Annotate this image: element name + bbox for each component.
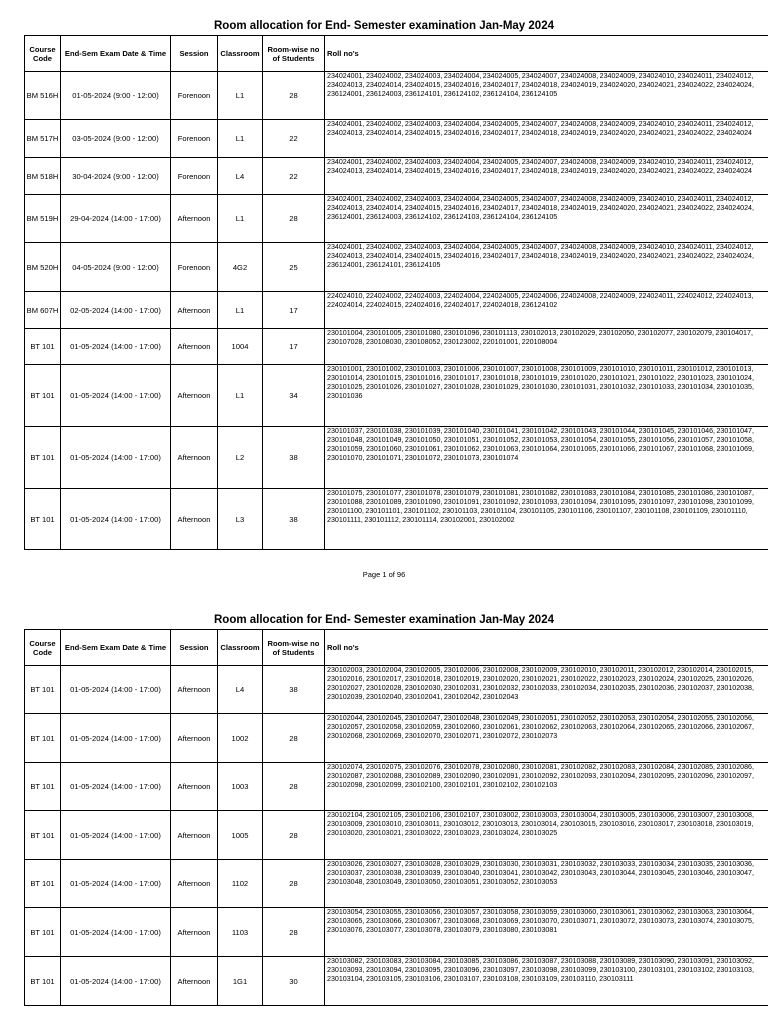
exam-date-cell: 01-05-2024 (14:00 - 17:00) [61, 957, 171, 1006]
exam-date-cell: 01-05-2024 (14:00 - 17:00) [61, 811, 171, 860]
exam-date-cell: 01-05-2024 (14:00 - 17:00) [61, 666, 171, 714]
course-code-cell: BT 101 [25, 714, 61, 763]
classroom-cell: 1003 [218, 763, 263, 811]
header-date-time: End-Sem Exam Date & Time [61, 36, 171, 72]
table-row [25, 908, 768, 957]
table-row [25, 365, 768, 427]
session-cell: Afternoon [171, 427, 218, 489]
classroom-cell: 1005 [218, 811, 263, 860]
student-count-cell: 17 [263, 329, 325, 365]
exam-date-cell: 01-05-2024 (14:00 - 17:00) [61, 908, 171, 957]
table-row [25, 860, 768, 908]
roll-numbers-cell: 230101075, 230101077, 230101078, 230101079, 230101081, 230101082, 230101083, 230101084, 230101085, 230101086, 230101087, 230101088, 230101089, 230101090, 230101091, 230101092, 230101093, 230101094, 230101095, 230101097, 230101098, 230101099, 230101100, 230101101, 230101102, 230101103, 230101104, 230101105, 230101106, 230101107, 230101108, 230101109, 230101110, 230101111, 230101112, 230101114, 230102001, 230102002 [325, 489, 768, 550]
classroom-cell: 1G1 [218, 957, 263, 1006]
allocation-table [24, 35, 768, 550]
page-number: Page 1 of 96 [362, 570, 406, 579]
exam-date-cell: 02-05-2024 (14:00 - 17:00) [61, 292, 171, 329]
classroom-cell: L1 [218, 292, 263, 329]
table-row [25, 957, 768, 1006]
header-rolls: Roll no's [325, 630, 768, 666]
session-cell: Afternoon [171, 811, 218, 860]
course-code-cell: BM 519H [25, 195, 61, 243]
roll-numbers-cell: 230103054, 230103055, 230103056, 230103057, 230103058, 230103059, 230103060, 230103061, 230103062, 230103063, 230103064, 230103065, 230103066, 230103067, 230103068, 230103069, 230103070, 230103071, 230103072, 230103073, 230103074, 230103075, 230103076, 230103077, 230103078, 230103079, 230103080, 230103081 [325, 908, 768, 957]
roll-numbers-cell: 234024001, 234024002, 234024003, 234024004, 234024005, 234024007, 234024008, 234024009, 234024010, 234024011, 234024012, 234024013, 234024014, 234024015, 234024016, 234024017, 234024018, 234024019, 234024020, 234024021, 234024022, 234024024, 236124001, 236124101, 236124105 [325, 243, 768, 292]
table-row [25, 811, 768, 860]
session-cell: Afternoon [171, 763, 218, 811]
course-code-cell: BT 101 [25, 860, 61, 908]
table-row [25, 72, 768, 120]
session-cell: Afternoon [171, 908, 218, 957]
session-cell: Afternoon [171, 714, 218, 763]
student-count-cell: 38 [263, 427, 325, 489]
course-code-cell: BM 518H [25, 158, 61, 195]
exam-date-cell: 01-05-2024 (14:00 - 17:00) [61, 489, 171, 550]
classroom-cell: 1004 [218, 329, 263, 365]
course-code-cell: BM 517H [25, 120, 61, 158]
course-code-cell: BT 101 [25, 489, 61, 550]
session-cell: Forenoon [171, 243, 218, 292]
header-session: Session [171, 630, 218, 666]
table-row [25, 666, 768, 714]
course-code-cell: BM 607H [25, 292, 61, 329]
table-row [25, 763, 768, 811]
classroom-cell: L3 [218, 489, 263, 550]
table-row [25, 292, 768, 329]
session-cell: Afternoon [171, 666, 218, 714]
student-count-cell: 22 [263, 120, 325, 158]
header-session: Session [171, 36, 218, 72]
header-course-code: Course Code [25, 36, 61, 72]
session-cell: Afternoon [171, 365, 218, 427]
classroom-cell: L4 [218, 158, 263, 195]
roll-numbers-cell: 234024001, 234024002, 234024003, 234024004, 234024005, 234024007, 234024008, 234024009, 234024010, 234024011, 234024012, 234024013, 234024014, 234024015, 234024016, 234024017, 234024018, 234024019, 234024020, 234024021, 234024022, 234024024 [325, 158, 768, 195]
exam-date-cell: 01-05-2024 (14:00 - 17:00) [61, 860, 171, 908]
session-cell: Forenoon [171, 158, 218, 195]
roll-numbers-cell: 230103026, 230103027, 230103028, 230103029, 230103030, 230103031, 230103032, 230103033, 230103034, 230103035, 230103036, 230103037, 230103038, 230103039, 230103040, 230103041, 230103042, 230103043, 230103044, 230103045, 230103046, 230103047, 230103048, 230103049, 230103050, 230103051, 230103052, 230103053 [325, 860, 768, 908]
course-code-cell: BT 101 [25, 957, 61, 1006]
roll-numbers-cell: 230102003, 230102004, 230102005, 230102006, 230102008, 230102009, 230102010, 230102011, 230102012, 230102014, 230102015, 230102016, 230102017, 230102018, 230102019, 230102020, 230102021, 230102022, 230102023, 230102024, 230102025, 230102026, 230102027, 230102028, 230102030, 230102031, 230102032, 230102033, 230102034, 230102035, 230102036, 230102037, 230102038, 230102039, 230102040, 230102041, 230102042, 230102043 [325, 666, 768, 714]
table-row [25, 243, 768, 292]
roll-numbers-cell: 224024010, 224024002, 224024003, 224024004, 224024005, 224024006, 224024008, 224024009, 224024011, 224024012, 224024013, 224024014, 224024015, 224024016, 224024017, 224024018, 236124102 [325, 292, 768, 329]
roll-numbers-cell: 230102104, 230102105, 230102106, 230102107, 230103002, 230103003, 230103004, 230103005, 230103006, 230103007, 230103008, 230103009, 230103010, 230103011, 230103012, 230103013, 230103014, 230103015, 230103016, 230103017, 230103018, 230103019, 230103020, 230103021, 230103022, 230103023, 230103024, 230103025 [325, 811, 768, 860]
student-count-cell: 38 [263, 489, 325, 550]
session-cell: Afternoon [171, 195, 218, 243]
course-code-cell: BT 101 [25, 427, 61, 489]
student-count-cell: 28 [263, 908, 325, 957]
classroom-cell: L4 [218, 666, 263, 714]
roll-numbers-cell: 234024001, 234024002, 234024003, 234024004, 234024005, 234024007, 234024008, 234024009, 234024010, 234024011, 234024012, 234024013, 234024014, 234024015, 234024016, 234024017, 234024018, 234024019, 234024020, 234024021, 234024022, 234024024 [325, 120, 768, 158]
student-count-cell: 28 [263, 860, 325, 908]
exam-date-cell: 01-05-2024 (14:00 - 17:00) [61, 329, 171, 365]
table-row [25, 714, 768, 763]
classroom-cell: L1 [218, 365, 263, 427]
classroom-cell: 4G2 [218, 243, 263, 292]
student-count-cell: 38 [263, 666, 325, 714]
roll-numbers-cell: 230103082, 230103083, 230103084, 230103085, 230103086, 230103087, 230103088, 230103089, 230103090, 230103091, 230103092, 230103093, 230103094, 230103095, 230103096, 230103097, 230103098, 230103099, 230103100, 230103101, 230103102, 230103103, 230103104, 230103105, 230103106, 230103107, 230103108, 230103109, 230103110, 230103111 [325, 957, 768, 1006]
table-row [25, 427, 768, 489]
exam-date-cell: 30-04-2024 (9:00 - 12:00) [61, 158, 171, 195]
roll-numbers-cell: 230101004, 230101005, 230101080, 230101096, 230101113, 230102013, 230102029, 230102050, 230102077, 230102079, 230104017, 230107028, 230108030, 230108052, 230123002, 220101001, 220108004 [325, 329, 768, 365]
header-classroom: Classroom [218, 36, 263, 72]
student-count-cell: 28 [263, 763, 325, 811]
roll-numbers-cell: 230101037, 230101038, 230101039, 230101040, 230101041, 230101042, 230101043, 230101044, 230101045, 230101046, 230101047, 230101048, 230101049, 230101050, 230101051, 230101052, 230101053, 230101054, 230101055, 230101056, 230101057, 230101058, 230101059, 230101060, 230101061, 230101062, 230101063, 230101064, 230101065, 230101066, 230101067, 230101068, 230101069, 230101070, 230101071, 230101072, 230101073, 230101074 [325, 427, 768, 489]
course-code-cell: BT 101 [25, 908, 61, 957]
session-cell: Afternoon [171, 292, 218, 329]
table-row [25, 329, 768, 365]
exam-date-cell: 01-05-2024 (9:00 - 12:00) [61, 72, 171, 120]
course-code-cell: BT 101 [25, 811, 61, 860]
exam-date-cell: 01-05-2024 (14:00 - 17:00) [61, 763, 171, 811]
header-students: Room-wise no of Students [263, 36, 325, 72]
course-code-cell: BT 101 [25, 666, 61, 714]
header-students: Room-wise no of Students [263, 630, 325, 666]
course-code-cell: BM 520H [25, 243, 61, 292]
table-row [25, 158, 768, 195]
header-date-time: End-Sem Exam Date & Time [61, 630, 171, 666]
exam-date-cell: 01-05-2024 (14:00 - 17:00) [61, 714, 171, 763]
session-cell: Forenoon [171, 72, 218, 120]
page-title: Room allocation for End- Semester examination Jan-May 2024 [214, 614, 554, 626]
classroom-cell: L1 [218, 120, 263, 158]
student-count-cell: 28 [263, 714, 325, 763]
page-title: Room allocation for End- Semester examination Jan-May 2024 [214, 20, 554, 32]
roll-numbers-cell: 234024001, 234024002, 234024003, 234024004, 234024005, 234024007, 234024008, 234024009, 234024010, 234024011, 234024012, 234024013, 234024014, 234024015, 234024016, 234024017, 234024018, 234024019, 234024020, 234024021, 234024022, 234024024, 236124001, 236124003, 236124102, 236124103, 236124104, 236124105 [325, 195, 768, 243]
header-rolls: Roll no's [325, 36, 768, 72]
student-count-cell: 22 [263, 158, 325, 195]
student-count-cell: 34 [263, 365, 325, 427]
exam-date-cell: 03-05-2024 (9:00 - 12:00) [61, 120, 171, 158]
course-code-cell: BT 101 [25, 329, 61, 365]
student-count-cell: 28 [263, 72, 325, 120]
roll-numbers-cell: 230102044, 230102045, 230102047, 230102048, 230102049, 230102051, 230102052, 230102053, 230102054, 230102055, 230102056, 230102057, 230102058, 230102059, 230102060, 230102061, 230102062, 230102063, 230102064, 230102065, 230102066, 230102067, 230102068, 230102069, 230102070, 230102071, 230102072, 230102073 [325, 714, 768, 763]
classroom-cell: L1 [218, 195, 263, 243]
roll-numbers-cell: 230101001, 230101002, 230101003, 230101006, 230101007, 230101008, 230101009, 230101010, 230101011, 230101012, 230101013, 230101014, 230101015, 230101016, 230101017, 230101018, 230101019, 230101020, 230101021, 230101022, 230101023, 230101024, 230101025, 230101026, 230101027, 230101028, 230101029, 230101030, 230101031, 230101032, 230101033, 230101034, 230101035, 230101036 [325, 365, 768, 427]
exam-date-cell: 01-05-2024 (14:00 - 17:00) [61, 427, 171, 489]
student-count-cell: 28 [263, 195, 325, 243]
classroom-cell: 1103 [218, 908, 263, 957]
student-count-cell: 17 [263, 292, 325, 329]
session-cell: Afternoon [171, 957, 218, 1006]
session-cell: Afternoon [171, 489, 218, 550]
session-cell: Forenoon [171, 120, 218, 158]
exam-date-cell: 04-05-2024 (9:00 - 12:00) [61, 243, 171, 292]
course-code-cell: BT 101 [25, 763, 61, 811]
classroom-cell: 1102 [218, 860, 263, 908]
classroom-cell: L1 [218, 72, 263, 120]
header-classroom: Classroom [218, 630, 263, 666]
session-cell: Afternoon [171, 860, 218, 908]
classroom-cell: 1002 [218, 714, 263, 763]
course-code-cell: BM 516H [25, 72, 61, 120]
exam-date-cell: 29-04-2024 (14:00 - 17:00) [61, 195, 171, 243]
allocation-table [24, 629, 768, 1006]
roll-numbers-cell: 230102074, 230102075, 230102076, 230102078, 230102080, 230102081, 230102082, 230102083, 230102084, 230102085, 230102086, 230102087, 230102088, 230102089, 230102090, 230102091, 230102092, 230102093, 230102094, 230102095, 230102096, 230102097, 230102098, 230102099, 230102100, 230102101, 230102102, 230102103 [325, 763, 768, 811]
student-count-cell: 28 [263, 811, 325, 860]
session-cell: Afternoon [171, 329, 218, 365]
student-count-cell: 30 [263, 957, 325, 1006]
header-course-code: Course Code [25, 630, 61, 666]
table-row [25, 120, 768, 158]
table-row [25, 195, 768, 243]
table-row [25, 489, 768, 550]
exam-date-cell: 01-05-2024 (14:00 - 17:00) [61, 365, 171, 427]
course-code-cell: BT 101 [25, 365, 61, 427]
roll-numbers-cell: 234024001, 234024002, 234024003, 234024004, 234024005, 234024007, 234024008, 234024009, 234024010, 234024011, 234024012, 234024013, 234024014, 234024015, 234024016, 234024017, 234024018, 234024019, 234024020, 234024021, 234024022, 234024024, 236124001, 236124003, 236124101, 236124102, 236124104, 236124105 [325, 72, 768, 120]
student-count-cell: 25 [263, 243, 325, 292]
classroom-cell: L2 [218, 427, 263, 489]
